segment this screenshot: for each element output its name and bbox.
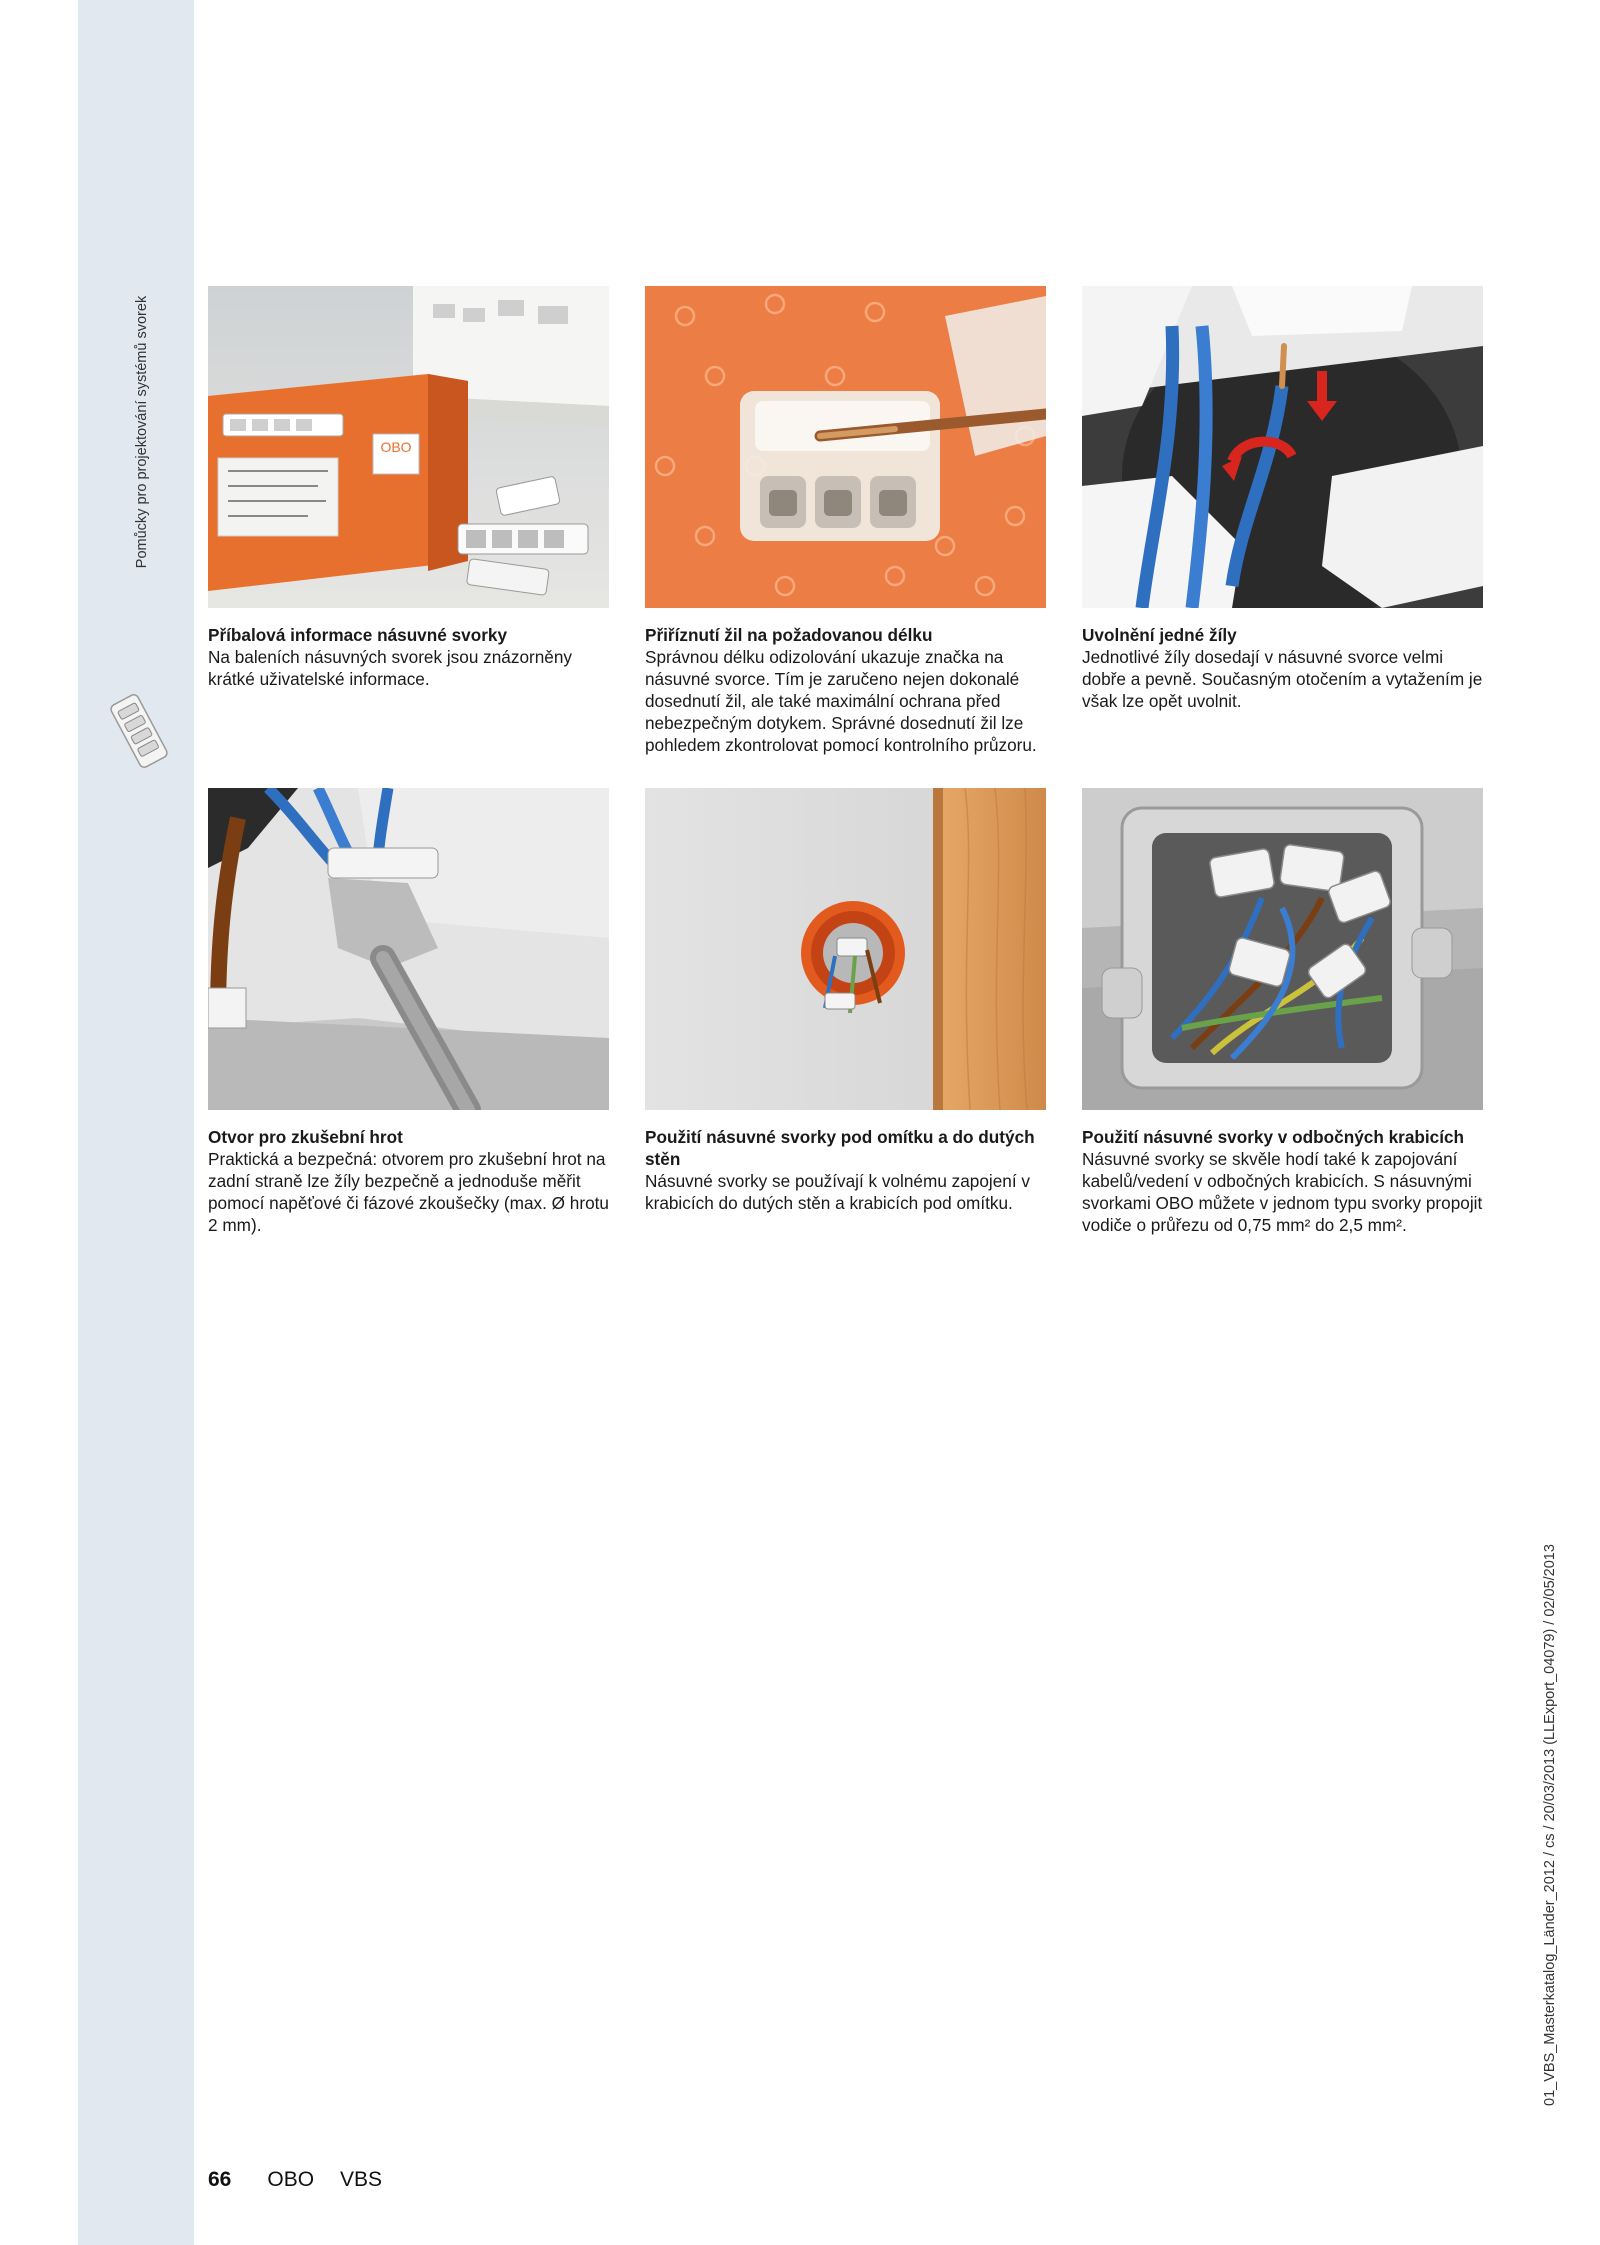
page-footer [208, 2168, 382, 2192]
tile-title: Otvor pro zkušební hrot [208, 1127, 403, 1147]
tile-title: Uvolnění jedné žíly [1082, 625, 1237, 645]
tile-flush-mounted [645, 788, 1046, 1214]
tile-body: Násuvné svorky se skvěle hodí také k zapojování kabelů/vedení v odbočných krabicích. S násuvnými svorkami OBO můžete v jednom typu svorky propojit vodiče o průřezu od 0,75 mm² do 2,5 mm². [1082, 1149, 1483, 1235]
tile-junction-box [1082, 788, 1483, 1236]
tile-body: Násuvné svorky se používají k volnému zapojení v krabicích do dutých stěn a krabicích pod omítku. [645, 1171, 1030, 1213]
footer-brand: OBO [267, 2168, 315, 2191]
test-probe-photo [208, 788, 609, 1110]
tile-title: Příbalová informace násuvné svorky [208, 625, 508, 645]
wire-insertion-photo [645, 286, 1046, 608]
page-number: 66 [208, 2168, 232, 2191]
wire-release-photo [1082, 286, 1483, 608]
connector-packaging-photo [208, 286, 609, 608]
tile-body: Praktická a bezpečná: otvorem pro zkušební hrot na zadní straně lze žíly bezpečně a jednoduše měřit pomocí napěťové či fázové zkoušečky (max. Ø hrotu 2 mm). [208, 1149, 609, 1235]
tile-wire-cutting [645, 286, 1046, 756]
tile-title: Použití násuvné svorky pod omítku a do dutých stěn [645, 1127, 1035, 1169]
tile-wire-release [1082, 286, 1483, 712]
tile-body: Jednotlivé žíly dosedají v násuvné svorce velmi dobře a pevně. Současným otočením a vytažením je však lze opět uvolnit. [1082, 647, 1483, 711]
box-brand-label: OBO [380, 439, 412, 455]
footer-product-line: VBS [340, 2168, 383, 2191]
junction-box-photo [1082, 788, 1483, 1110]
tile-body: Na baleních násuvných svorek jsou znázorněny krátké uživatelské informace. [208, 647, 573, 689]
flush-mounted-box-photo [645, 788, 1046, 1110]
tile-packaging-info [208, 286, 609, 690]
tile-test-probe [208, 788, 609, 1236]
print-imprint: 01_VBS_Masterkatalog_Länder_2012 / cs / 20/03/2013 (LLExport_04079) / 02/05/2013 [1542, 1544, 1558, 2106]
tile-body: Správnou délku odizolování ukazuje značka na násuvné svorce. Tím je zaručeno nejen dokonalé dosednutí žil, ale také maximální ochrana před nebezpečným dotykem. Správné dosednutí žil lze pohledem zkontrolovat pomocí kontrolního průzoru. [645, 647, 1037, 755]
tile-title: Použití násuvné svorky v odbočných krabicích [1082, 1127, 1465, 1147]
sidebar-section-title: Pomůcky pro projektování systémů svorek [134, 295, 150, 569]
tile-title: Přiříznutí žil na požadovanou délku [645, 625, 933, 645]
push-wire-connector-icon [108, 690, 170, 772]
